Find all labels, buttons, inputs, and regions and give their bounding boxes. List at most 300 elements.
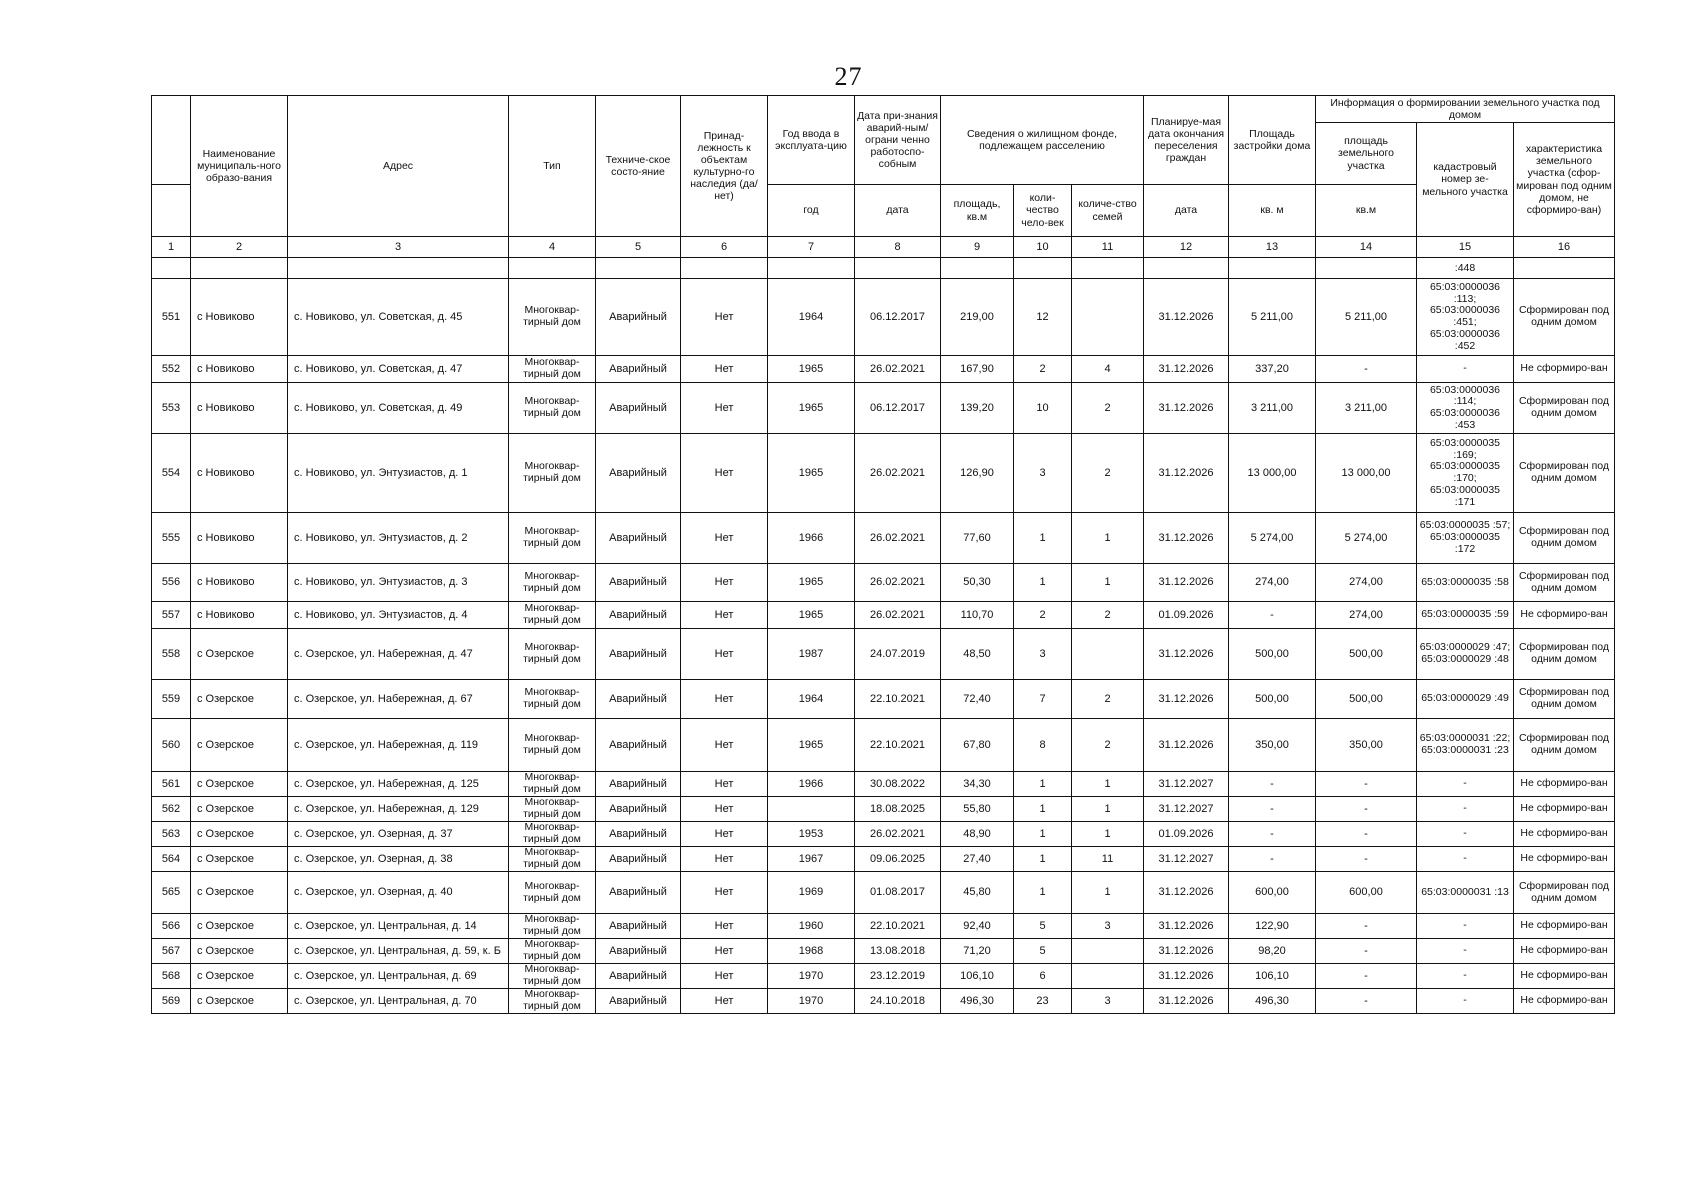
land-status-cell: Сформирован под одним домом — [1514, 513, 1615, 564]
people-count-cell: 5 — [1014, 939, 1072, 964]
people-count-cell: 2 — [1014, 602, 1072, 629]
family-count-cell: 2 — [1072, 680, 1144, 719]
planned-date-cell: 31.12.2026 — [1144, 964, 1229, 989]
column-number: 5 — [596, 237, 681, 258]
planned-date-cell: 31.12.2026 — [1144, 719, 1229, 772]
heritage-cell: Нет — [681, 356, 768, 383]
building-area-cell: 600,00 — [1229, 872, 1316, 914]
address-cell: с. Озерское, ул. Озерная, д. 38 — [288, 847, 509, 872]
address-cell: с. Озерское, ул. Набережная, д. 129 — [288, 797, 509, 822]
municipality-cell: с Озерское — [191, 989, 288, 1014]
year-built-cell: 1965 — [768, 602, 855, 629]
cadastral-number-cell: - — [1417, 939, 1514, 964]
building-type-cell: Многоквар-тирный дом — [509, 989, 596, 1014]
table-row — [152, 564, 1615, 602]
land-area-cell: 350,00 — [1316, 719, 1417, 772]
planned-date-cell: 01.09.2026 — [1144, 822, 1229, 847]
table-header — [152, 96, 1615, 237]
empty-cell — [1514, 258, 1615, 279]
building-area-cell: 350,00 — [1229, 719, 1316, 772]
column-number-row — [152, 237, 1615, 258]
table-row — [152, 279, 1615, 356]
header-land-info: Информация о формировании земельного участка под домом — [1316, 96, 1615, 123]
housing-area-cell: 496,30 — [941, 989, 1014, 1014]
header-row-number-cell — [152, 185, 191, 237]
emergency-date-cell: 22.10.2021 — [855, 719, 941, 772]
tech-state-cell: Аварийный — [596, 279, 681, 356]
header-emergency-date: Дата при-знания аварий-ным/ограни ченно работоспо-собным — [855, 96, 941, 185]
cadastral-continuation: :448 — [1417, 258, 1514, 279]
building-type-cell: Многоквар-тирный дом — [509, 797, 596, 822]
cadastral-number-cell: - — [1417, 797, 1514, 822]
tech-state-cell: Аварийный — [596, 989, 681, 1014]
municipality-cell: с Новиково — [191, 383, 288, 434]
column-number: 14 — [1316, 237, 1417, 258]
land-area-cell: 5 274,00 — [1316, 513, 1417, 564]
emergency-date-cell: 26.02.2021 — [855, 434, 941, 513]
building-type-cell: Многоквар-тирный дом — [509, 602, 596, 629]
subheader-plan-date: дата — [1144, 185, 1229, 237]
row-number-cell: 568 — [152, 964, 191, 989]
emergency-date-cell: 09.06.2025 — [855, 847, 941, 872]
address-cell: с. Новиково, ул. Советская, д. 45 — [288, 279, 509, 356]
empty-cell — [596, 258, 681, 279]
planned-date-cell: 31.12.2026 — [1144, 564, 1229, 602]
table-row — [152, 964, 1615, 989]
year-built-cell: 1966 — [768, 772, 855, 797]
table-row — [152, 719, 1615, 772]
table-row — [152, 772, 1615, 797]
planned-date-cell: 31.12.2026 — [1144, 383, 1229, 434]
family-count-cell: 2 — [1072, 719, 1144, 772]
planned-date-cell: 31.12.2027 — [1144, 772, 1229, 797]
family-count-cell: 1 — [1072, 872, 1144, 914]
year-built-cell: 1966 — [768, 513, 855, 564]
building-type-cell: Многоквар-тирный дом — [509, 383, 596, 434]
land-area-cell: - — [1316, 797, 1417, 822]
emergency-date-cell: 24.10.2018 — [855, 989, 941, 1014]
land-status-cell: Не сформиро-ван — [1514, 914, 1615, 939]
year-built-cell: 1965 — [768, 356, 855, 383]
year-built-cell: 1964 — [768, 680, 855, 719]
year-built-cell: 1970 — [768, 989, 855, 1014]
cadastral-number-cell: 65:03:0000035 :59 — [1417, 602, 1514, 629]
cadastral-number-cell: - — [1417, 356, 1514, 383]
empty-cell — [941, 258, 1014, 279]
people-count-cell: 3 — [1014, 629, 1072, 680]
building-type-cell: Многоквар-тирный дом — [509, 719, 596, 772]
land-status-cell: Сформирован под одним домом — [1514, 719, 1615, 772]
land-area-cell: - — [1316, 822, 1417, 847]
table-row — [152, 629, 1615, 680]
people-count-cell: 1 — [1014, 822, 1072, 847]
emergency-date-cell: 06.12.2017 — [855, 383, 941, 434]
cadastral-number-cell: 65:03:0000035 :57; 65:03:0000035 :172 — [1417, 513, 1514, 564]
building-type-cell: Многоквар-тирный дом — [509, 564, 596, 602]
family-count-cell: 3 — [1072, 914, 1144, 939]
tech-state-cell: Аварийный — [596, 513, 681, 564]
row-number-cell: 555 — [152, 513, 191, 564]
planned-date-cell: 31.12.2026 — [1144, 989, 1229, 1014]
tech-state-cell: Аварийный — [596, 797, 681, 822]
empty-cell — [1072, 258, 1144, 279]
table-row — [152, 434, 1615, 513]
family-count-cell: 1 — [1072, 797, 1144, 822]
people-count-cell: 7 — [1014, 680, 1072, 719]
cadastral-number-cell: 65:03:0000029 :47; 65:03:0000029 :48 — [1417, 629, 1514, 680]
row-number-cell: 554 — [152, 434, 191, 513]
building-type-cell: Многоквар-тирный дом — [509, 822, 596, 847]
land-area-cell: 5 211,00 — [1316, 279, 1417, 356]
tech-state-cell: Аварийный — [596, 564, 681, 602]
planned-date-cell: 31.12.2026 — [1144, 680, 1229, 719]
planned-date-cell: 31.12.2026 — [1144, 279, 1229, 356]
tech-state-cell: Аварийный — [596, 680, 681, 719]
building-area-cell: 5 274,00 — [1229, 513, 1316, 564]
table-row — [152, 513, 1615, 564]
building-type-cell: Многоквар-тирный дом — [509, 847, 596, 872]
heritage-cell: Нет — [681, 383, 768, 434]
row-number-cell: 562 — [152, 797, 191, 822]
header-type: Тип — [509, 96, 596, 237]
family-count-cell — [1072, 629, 1144, 680]
municipality-cell: с Новиково — [191, 434, 288, 513]
header-municipality: Наименование муниципаль-ного образо-вания — [191, 96, 288, 237]
heritage-cell: Нет — [681, 872, 768, 914]
empty-cell — [152, 258, 191, 279]
housing-area-cell: 67,80 — [941, 719, 1014, 772]
empty-cell — [1229, 258, 1316, 279]
building-type-cell: Многоквар-тирный дом — [509, 939, 596, 964]
building-area-cell: 3 211,00 — [1229, 383, 1316, 434]
row-number-cell: 569 — [152, 989, 191, 1014]
column-number: 16 — [1514, 237, 1615, 258]
emergency-date-cell: 26.02.2021 — [855, 513, 941, 564]
year-built-cell: 1965 — [768, 719, 855, 772]
housing-area-cell: 167,90 — [941, 356, 1014, 383]
people-count-cell: 1 — [1014, 847, 1072, 872]
cadastral-number-cell: - — [1417, 847, 1514, 872]
year-built-cell: 1970 — [768, 964, 855, 989]
housing-register-table — [151, 95, 1615, 1014]
cadastral-number-cell: 65:03:0000035 :169; 65:03:0000035 :170; 65:03:0000035 :171 — [1417, 434, 1514, 513]
cadastral-number-cell: - — [1417, 914, 1514, 939]
row-number-cell: 560 — [152, 719, 191, 772]
tech-state-cell: Аварийный — [596, 719, 681, 772]
table-row — [152, 680, 1615, 719]
column-number: 8 — [855, 237, 941, 258]
building-area-cell: 496,30 — [1229, 989, 1316, 1014]
people-count-cell: 3 — [1014, 434, 1072, 513]
year-built-cell: 1967 — [768, 847, 855, 872]
cadastral-number-cell: - — [1417, 964, 1514, 989]
land-area-cell: 500,00 — [1316, 680, 1417, 719]
heritage-cell: Нет — [681, 564, 768, 602]
building-area-cell: 274,00 — [1229, 564, 1316, 602]
emergency-date-cell: 01.08.2017 — [855, 872, 941, 914]
subheader-date: дата — [855, 185, 941, 237]
table-row — [152, 989, 1615, 1014]
housing-area-cell: 110,70 — [941, 602, 1014, 629]
year-built-cell: 1965 — [768, 434, 855, 513]
heritage-cell: Нет — [681, 279, 768, 356]
municipality-cell: с Озерское — [191, 680, 288, 719]
building-type-cell: Многоквар-тирный дом — [509, 872, 596, 914]
planned-date-cell: 31.12.2026 — [1144, 356, 1229, 383]
row-number-cell: 558 — [152, 629, 191, 680]
people-count-cell: 1 — [1014, 513, 1072, 564]
family-count-cell — [1072, 964, 1144, 989]
land-status-cell: Сформирован под одним домом — [1514, 279, 1615, 356]
building-area-cell: - — [1229, 602, 1316, 629]
building-area-cell: - — [1229, 772, 1316, 797]
land-status-cell: Не сформиро-ван — [1514, 356, 1615, 383]
people-count-cell: 1 — [1014, 872, 1072, 914]
land-area-cell: - — [1316, 989, 1417, 1014]
housing-area-cell: 126,90 — [941, 434, 1014, 513]
address-cell: с. Озерское, ул. Набережная, д. 47 — [288, 629, 509, 680]
tech-state-cell: Аварийный — [596, 822, 681, 847]
housing-area-cell: 219,00 — [941, 279, 1014, 356]
tech-state-cell: Аварийный — [596, 914, 681, 939]
address-cell: с. Озерское, ул. Центральная, д. 70 — [288, 989, 509, 1014]
family-count-cell — [1072, 939, 1144, 964]
header-land-status: характеристика земельного участка (сфор-мирован под одним домом, не сформиро-ван) — [1514, 123, 1615, 237]
people-count-cell: 1 — [1014, 564, 1072, 602]
people-count-cell: 1 — [1014, 772, 1072, 797]
building-type-cell: Многоквар-тирный дом — [509, 914, 596, 939]
table-row — [152, 822, 1615, 847]
planned-date-cell: 31.12.2027 — [1144, 797, 1229, 822]
emergency-date-cell: 06.12.2017 — [855, 279, 941, 356]
land-area-cell: 600,00 — [1316, 872, 1417, 914]
empty-cell — [1316, 258, 1417, 279]
land-area-cell: - — [1316, 772, 1417, 797]
planned-date-cell: 31.12.2026 — [1144, 872, 1229, 914]
table-row — [152, 847, 1615, 872]
people-count-cell: 12 — [1014, 279, 1072, 356]
emergency-date-cell: 13.08.2018 — [855, 939, 941, 964]
heritage-cell: Нет — [681, 719, 768, 772]
building-area-cell: - — [1229, 822, 1316, 847]
column-number: 4 — [509, 237, 596, 258]
address-cell: с. Озерское, ул. Озерная, д. 37 — [288, 822, 509, 847]
row-number-cell: 567 — [152, 939, 191, 964]
heritage-cell: Нет — [681, 939, 768, 964]
tech-state-cell: Аварийный — [596, 964, 681, 989]
address-cell: с. Озерское, ул. Центральная, д. 59, к. Б — [288, 939, 509, 964]
address-cell: с. Озерское, ул. Набережная, д. 119 — [288, 719, 509, 772]
address-cell: с. Озерское, ул. Центральная, д. 69 — [288, 964, 509, 989]
land-status-cell: Сформирован под одним домом — [1514, 629, 1615, 680]
cadastral-number-cell: 65:03:0000035 :58 — [1417, 564, 1514, 602]
family-count-cell: 3 — [1072, 989, 1144, 1014]
housing-area-cell: 50,30 — [941, 564, 1014, 602]
row-number-cell: 557 — [152, 602, 191, 629]
emergency-date-cell: 26.02.2021 — [855, 822, 941, 847]
table-row — [152, 872, 1615, 914]
building-area-cell: 5 211,00 — [1229, 279, 1316, 356]
page-number: 27 — [834, 62, 863, 91]
people-count-cell: 6 — [1014, 964, 1072, 989]
header-row-number — [152, 96, 191, 185]
year-built-cell: 1964 — [768, 279, 855, 356]
municipality-cell: с Новиково — [191, 513, 288, 564]
land-area-cell: - — [1316, 939, 1417, 964]
building-area-cell: 13 000,00 — [1229, 434, 1316, 513]
heritage-cell: Нет — [681, 914, 768, 939]
building-area-cell: 122,90 — [1229, 914, 1316, 939]
heritage-cell: Нет — [681, 602, 768, 629]
header-building-area: Площадь застройки дома — [1229, 96, 1316, 185]
family-count-cell: 4 — [1072, 356, 1144, 383]
people-count-cell: 8 — [1014, 719, 1072, 772]
building-type-cell: Многоквар-тирный дом — [509, 356, 596, 383]
header-housing-fund: Сведения о жилищном фонде, подлежащем расселению — [941, 96, 1144, 185]
municipality-cell: с Озерское — [191, 914, 288, 939]
tech-state-cell: Аварийный — [596, 434, 681, 513]
housing-area-cell: 55,80 — [941, 797, 1014, 822]
municipality-cell: с Озерское — [191, 939, 288, 964]
building-area-cell: 500,00 — [1229, 680, 1316, 719]
table-row — [152, 939, 1615, 964]
row-number-cell: 553 — [152, 383, 191, 434]
header-address: Адрес — [288, 96, 509, 237]
row-number-cell: 556 — [152, 564, 191, 602]
column-number: 7 — [768, 237, 855, 258]
tech-state-cell: Аварийный — [596, 939, 681, 964]
municipality-cell: с Новиково — [191, 356, 288, 383]
cadastral-number-cell: 65:03:0000031 :22; 65:03:0000031 :23 — [1417, 719, 1514, 772]
address-cell: с. Новиково, ул. Энтузиастов, д. 4 — [288, 602, 509, 629]
column-number: 6 — [681, 237, 768, 258]
planned-date-cell: 31.12.2026 — [1144, 629, 1229, 680]
people-count-cell: 5 — [1014, 914, 1072, 939]
subheader-year: год — [768, 185, 855, 237]
header-planned-date: Планируе-мая дата окончания переселения граждан — [1144, 96, 1229, 185]
land-area-cell: - — [1316, 964, 1417, 989]
planned-date-cell: 31.12.2026 — [1144, 513, 1229, 564]
emergency-date-cell: 18.08.2025 — [855, 797, 941, 822]
family-count-cell: 11 — [1072, 847, 1144, 872]
building-area-cell: - — [1229, 847, 1316, 872]
heritage-cell: Нет — [681, 964, 768, 989]
planned-date-cell: 31.12.2026 — [1144, 939, 1229, 964]
heritage-cell: Нет — [681, 989, 768, 1014]
housing-area-cell: 45,80 — [941, 872, 1014, 914]
heritage-cell: Нет — [681, 680, 768, 719]
building-area-cell: 337,20 — [1229, 356, 1316, 383]
column-number: 9 — [941, 237, 1014, 258]
land-status-cell: Не сформиро-ван — [1514, 602, 1615, 629]
empty-cell — [288, 258, 509, 279]
land-status-cell: Не сформиро-ван — [1514, 847, 1615, 872]
people-count-cell: 2 — [1014, 356, 1072, 383]
table-row — [152, 356, 1615, 383]
emergency-date-cell: 23.12.2019 — [855, 964, 941, 989]
year-built-cell: 1969 — [768, 872, 855, 914]
municipality-cell: с Новиково — [191, 279, 288, 356]
housing-area-cell: 34,30 — [941, 772, 1014, 797]
land-area-cell: 274,00 — [1316, 564, 1417, 602]
land-status-cell: Не сформиро-ван — [1514, 989, 1615, 1014]
year-built-cell: 1953 — [768, 822, 855, 847]
family-count-cell: 1 — [1072, 564, 1144, 602]
land-status-cell: Сформирован под одним домом — [1514, 383, 1615, 434]
subheader-sqm-land: кв.м — [1316, 185, 1417, 237]
land-status-cell: Сформирован под одним домом — [1514, 434, 1615, 513]
year-built-cell: 1960 — [768, 914, 855, 939]
tech-state-cell: Аварийный — [596, 602, 681, 629]
row-number-cell: 561 — [152, 772, 191, 797]
housing-area-cell: 72,40 — [941, 680, 1014, 719]
column-number: 13 — [1229, 237, 1316, 258]
table-body — [152, 237, 1615, 1014]
cadastral-number-cell: 65:03:0000036 :113; 65:03:0000036 :451; 65:03:0000036 :452 — [1417, 279, 1514, 356]
building-type-cell: Многоквар-тирный дом — [509, 772, 596, 797]
year-built-cell — [768, 797, 855, 822]
housing-area-cell: 106,10 — [941, 964, 1014, 989]
column-number: 11 — [1072, 237, 1144, 258]
planned-date-cell: 31.12.2026 — [1144, 914, 1229, 939]
housing-area-cell: 71,20 — [941, 939, 1014, 964]
year-built-cell: 1965 — [768, 564, 855, 602]
building-area-cell: - — [1229, 797, 1316, 822]
land-area-cell: 500,00 — [1316, 629, 1417, 680]
table-row — [152, 914, 1615, 939]
year-built-cell: 1968 — [768, 939, 855, 964]
housing-area-cell: 48,90 — [941, 822, 1014, 847]
cadastral-number-cell: - — [1417, 822, 1514, 847]
heritage-cell: Нет — [681, 797, 768, 822]
row-number-cell: 551 — [152, 279, 191, 356]
header-heritage: Принад-лежность к объектам культурно-го наследия (да/нет) — [681, 96, 768, 237]
family-count-cell — [1072, 279, 1144, 356]
row-number-cell: 566 — [152, 914, 191, 939]
municipality-cell: с Озерское — [191, 964, 288, 989]
cadastral-number-cell: - — [1417, 772, 1514, 797]
empty-cell — [1014, 258, 1072, 279]
table-row — [152, 797, 1615, 822]
column-number: 3 — [288, 237, 509, 258]
tech-state-cell: Аварийный — [596, 356, 681, 383]
address-cell: с. Озерское, ул. Набережная, д. 67 — [288, 680, 509, 719]
building-type-cell: Многоквар-тирный дом — [509, 964, 596, 989]
address-cell: с. Новиково, ул. Энтузиастов, д. 2 — [288, 513, 509, 564]
building-type-cell: Многоквар-тирный дом — [509, 434, 596, 513]
table-row — [152, 383, 1615, 434]
family-count-cell: 1 — [1072, 772, 1144, 797]
municipality-cell: с Озерское — [191, 772, 288, 797]
land-area-cell: 274,00 — [1316, 602, 1417, 629]
housing-area-cell: 77,60 — [941, 513, 1014, 564]
municipality-cell: с Новиково — [191, 602, 288, 629]
people-count-cell: 23 — [1014, 989, 1072, 1014]
column-number: 2 — [191, 237, 288, 258]
family-count-cell: 2 — [1072, 602, 1144, 629]
column-number: 12 — [1144, 237, 1229, 258]
address-cell: с. Озерское, ул. Центральная, д. 14 — [288, 914, 509, 939]
building-area-cell: 106,10 — [1229, 964, 1316, 989]
heritage-cell: Нет — [681, 513, 768, 564]
land-area-cell: - — [1316, 356, 1417, 383]
row-number-cell: 564 — [152, 847, 191, 872]
row-number-cell: 559 — [152, 680, 191, 719]
header-tech-state: Техниче-ское состо-яние — [596, 96, 681, 237]
subheader-sqm-built: кв. м — [1229, 185, 1316, 237]
housing-area-cell: 92,40 — [941, 914, 1014, 939]
emergency-date-cell: 26.02.2021 — [855, 602, 941, 629]
